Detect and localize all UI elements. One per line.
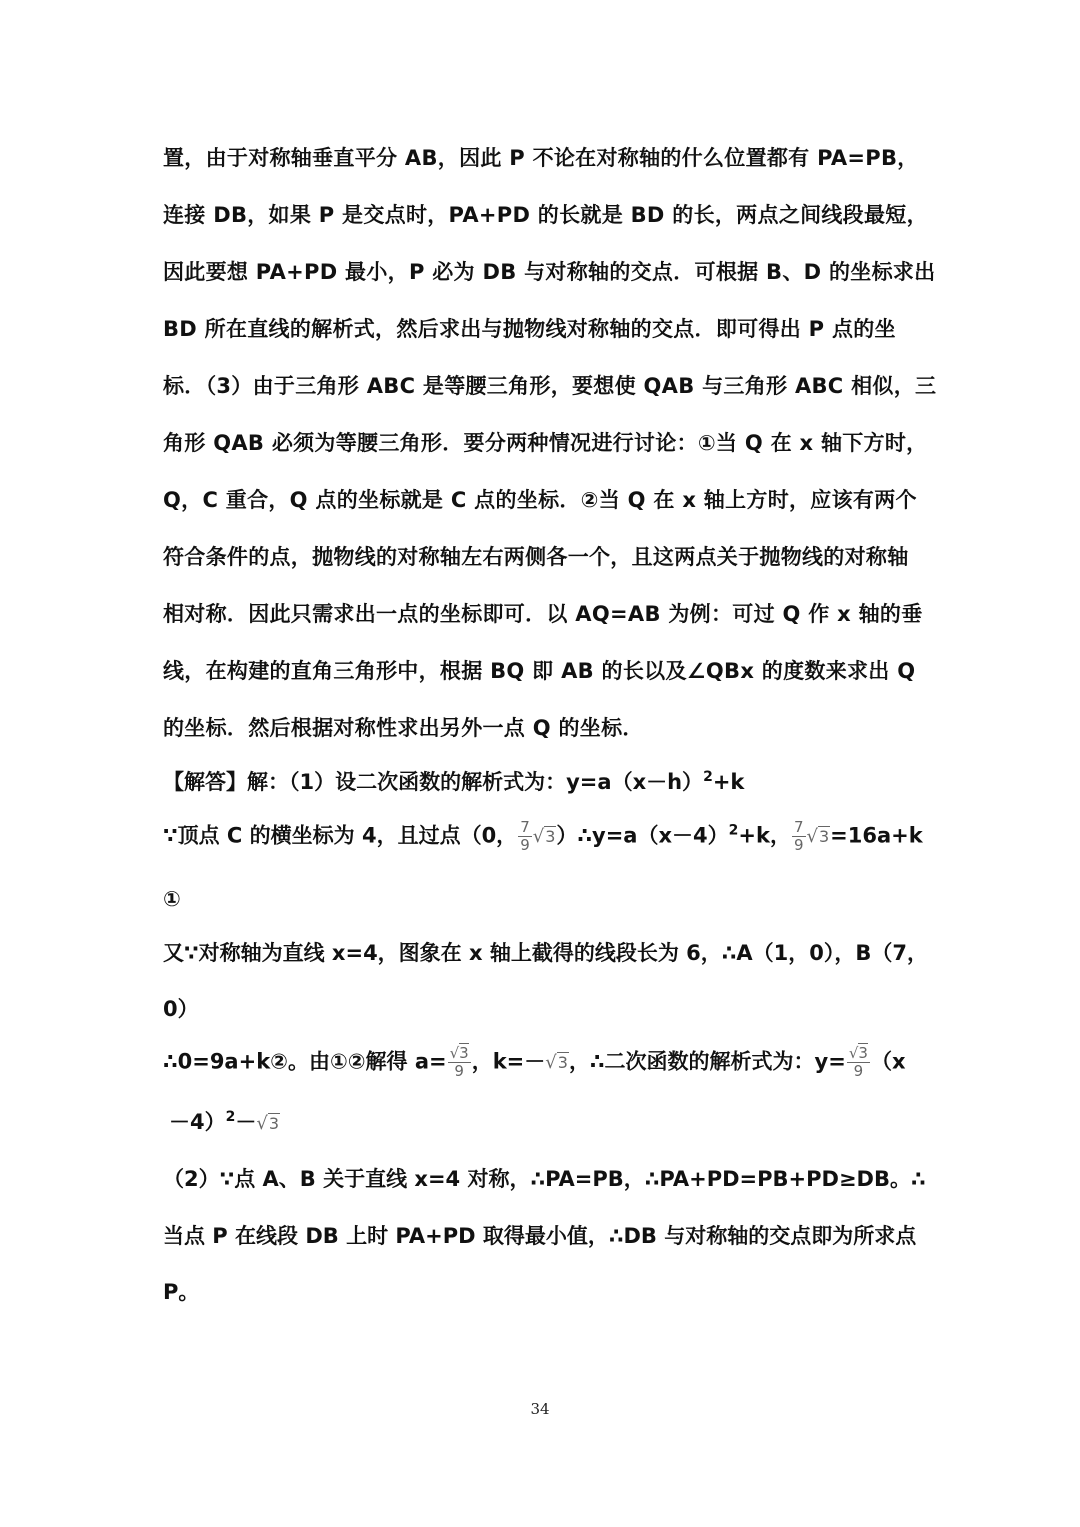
analysis-line-1: 置，由于对称轴垂直平分 AB，因此 P 不论在对称轴的什么位置都有 PA=PB， (163, 146, 919, 170)
exponent: 2 (225, 1109, 236, 1125)
analysis-line-3: 因此要想 PA+PD 最小，P 必为 DB 与对称轴的交点．可根据 B、D 的坐标求出 (163, 260, 936, 284)
analysis-line-8: 符合条件的点，抛物线的对称轴左右两侧各一个，且这两点关于抛物线的对称轴 (163, 545, 909, 569)
answer-line-10: P。 (163, 1280, 200, 1304)
analysis-line-10: 线，在构建的直角三角形中，根据 BQ 即 AB 的长以及∠QBx 的度数来求出 Q (163, 659, 916, 683)
exponent: 2 (703, 769, 713, 785)
answer-text: 【解答】解：（1）设二次函数的解析式为：y=a（x－h） (163, 770, 704, 794)
analysis-line-4: BD 所在直线的解析式，然后求出与抛物线对称轴的交点．即可得出 P 点的坐 (163, 317, 896, 341)
answer-line-4: 又∵对称轴为直线 x=4，图象在 x 轴上截得的线段长为 6，∴A（1，0），B（7， (163, 941, 928, 965)
sqrt-3: √3 (532, 826, 556, 847)
fraction-7-9: $\frac{7}{9}$ (520, 818, 530, 854)
answer-text: +k (712, 770, 745, 794)
answer-line-2 (163, 820, 923, 853)
answer-text: ∴0=9a+k②。由①②解得 a= (163, 1049, 447, 1074)
analysis-line-2: 连接 DB，如果 P 是交点时，PA+PD 的长就是 BD 的长，两点之间线段最短， (163, 203, 928, 227)
answer-text: ∵顶点 C 的横坐标为 4，且过点（0， (163, 823, 518, 848)
sqrt-3: √3 (545, 1052, 568, 1073)
answer-line-9: 当点 P 在线段 DB 上时 PA+PD 取得最小值，∴DB 与对称轴的交点即为所求点 (163, 1224, 917, 1248)
answer-text: （x (870, 1049, 906, 1074)
answer-text: － (235, 1110, 257, 1134)
sqrt-3: √3 (256, 1112, 280, 1134)
answer-line-7 (169, 1107, 929, 1137)
answer-text: =16a+k (830, 823, 923, 848)
analysis-line-5: 标．（3）由于三角形 ABC 是等腰三角形，要想使 QAB 与三角形 ABC 相似，三 (163, 374, 937, 398)
answer-line-1 (163, 767, 923, 797)
analysis-line-6: 角形 QAB 必须为等腰三角形．要分两种情况进行讨论：①当 Q 在 x 轴下方时， (163, 431, 928, 455)
analysis-line-9: 相对称．因此只需求出一点的坐标即可．以 AQ=AB 为例：可过 Q 作 x 轴的垂 (163, 602, 923, 626)
answer-text: +k， (738, 823, 791, 848)
fraction-7-9: $\frac{7}{9}$ (793, 818, 804, 854)
answer-line-3: ① (163, 887, 181, 911)
analysis-line-7: Q，C 重合，Q 点的坐标就是 C 点的坐标．②当 Q 在 x 轴上方时，应该有两个 (163, 488, 917, 512)
answer-text: ，∴二次函数的解析式为：y= (568, 1049, 846, 1074)
answer-text: ）∴y=a（x－4） (556, 823, 729, 848)
answer-text: ，k=－ (471, 1049, 546, 1074)
fraction-sqrt3-9: $\frac{√3}{9}$ (848, 1044, 868, 1080)
sqrt-3: √3 (806, 826, 830, 847)
page-number: 34 (530, 1400, 550, 1418)
fraction-sqrt3-9: $\frac{√3}{9}$ (449, 1044, 469, 1080)
answer-line-5: 0） (163, 997, 199, 1021)
answer-line-8: （2）∵点 A、B 关于直线 x=4 对称，∴PA=PB，∴PA+PD=PB+PD≥DB。∴ (163, 1167, 926, 1191)
answer-text: －4） (169, 1110, 226, 1134)
exponent: 2 (728, 822, 739, 839)
answer-line-6 (163, 1046, 923, 1079)
analysis-line-11: 的坐标．然后根据对称性求出另外一点 Q 的坐标． (163, 716, 644, 740)
